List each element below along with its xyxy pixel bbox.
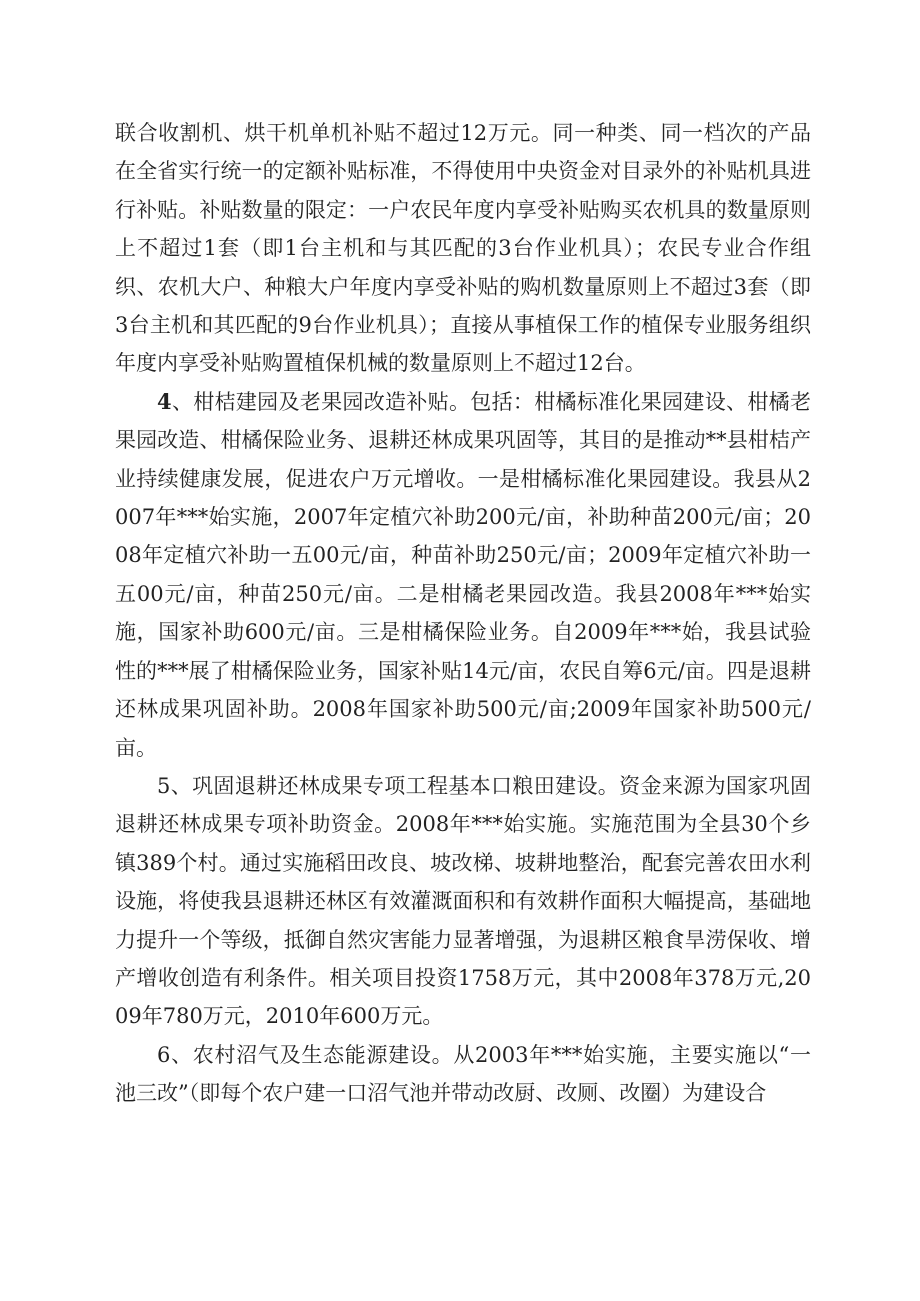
paragraph-text: 、柑桔建园及老果园改造补贴。包括：柑橘标准化果园建设、柑橘老果园改造、柑橘保险业务、退耕还林成果巩固等，其目的是推动**县柑桔产业持续健康发展，促进农户万元增收。一是柑橘标准化果园建设。我县从2007年***始实施，2007年定植穴补助200元/亩，补助种苗200元/亩；2008年定植穴补助一五00元/亩，种苗补助250元/亩；2009年定植穴补助一五00元/亩，种苗250元/亩。二是柑橘老果园改造。我县2008年***始实施，国家补助600元/亩。三是柑橘保险业务。自2009年***始，我县试验性的***展了柑橘保险业务，国家补贴14元/亩，农民自筹6元/亩。四是退耕还林成果巩固补助。2008年国家补助500元/亩;2009年国家补助500元/亩。 [115,389,811,760]
paragraph-number: 4 [157,388,172,414]
document-body [115,114,811,1113]
paragraph-text: 、巩固退耕还林成果专项工程基本口粮田建设。资金来源为国家巩固退耕还林成果专项补助资金。2008年***始实施。实施范围为全县30个乡镇389个村。通过实施稻田改良、坡改梯、坡耕地整治，配套完善农田水利设施，将使我县退耕还林区有效灌溉面积和有效耕作面积大幅提高，基础地力提升一个等级，抵御自然灾害能力显著增强，为退耕区粮食旱涝保收、增产增收创造有利条件。相关项目投资1758万元，其中2008年378万元,2009年780万元，2010年600万元。 [115,773,811,1029]
paragraph-item-4 [115,383,811,767]
paragraph-text: 、农村沼气及生态能源建设。从2003年***始实施，主要实施以“一池三改”（即每个农户建一口沼气池并带动改厨、改厕、改圈）为建设合 [115,1042,811,1106]
paragraph-number: 5 [157,773,171,798]
paragraph-item-5 [115,767,811,1036]
paragraph-continuation [115,114,811,383]
paragraph-text: 联合收割机、烘干机单机补贴不超过12万元。同一种类、同一档次的产品在全省实行统一的定额补贴标准，不得使用中央资金对目录外的补贴机具进行补贴。补贴数量的限定：一户农民年度内享受补贴购买农机具的数量原则上不超过1套（即1台主机和与其匹配的3台作业机具）；农民专业合作组织、农机大户、种粮大户年度内享受补贴的购机数量原则上不超过3套（即3台主机和其匹配的9台作业机具）；直接从事植保工作的植保专业服务组织年度内享受补贴购置植保机械的数量原则上不超过12台。 [115,121,811,376]
paragraph-item-6 [115,1036,811,1113]
paragraph-number: 6 [157,1042,171,1067]
